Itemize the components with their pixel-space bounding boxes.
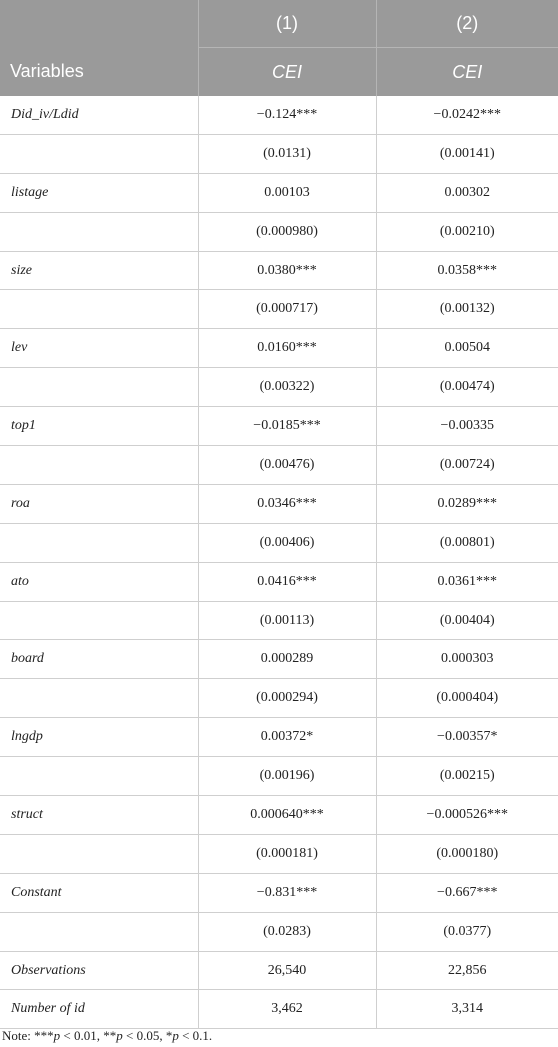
column-1-value-cell: (0.000181)	[198, 834, 376, 873]
column-1-value-cell: (0.00322)	[198, 368, 376, 407]
table-row	[0, 873, 558, 912]
table-row	[0, 407, 558, 446]
variable-name-cell: lngdp	[0, 718, 198, 757]
column-1-value-cell: 0.0346***	[198, 484, 376, 523]
table-row	[0, 912, 558, 951]
note-prefix: Note:	[2, 1028, 35, 1043]
note-stars-2: **	[103, 1028, 117, 1043]
column-1-dependent-variable: CEI	[198, 48, 376, 97]
column-2-value-cell: (0.00801)	[376, 523, 558, 562]
column-1-value-cell: (0.000717)	[198, 290, 376, 329]
header-row-column-numbers	[0, 0, 558, 48]
column-2-value-cell: −0.0242***	[376, 96, 558, 134]
column-1-value-cell: (0.0131)	[198, 134, 376, 173]
table-row	[0, 290, 558, 329]
table-row	[0, 523, 558, 562]
variable-name-cell: listage	[0, 173, 198, 212]
column-2-value-cell: −0.00357*	[376, 718, 558, 757]
note-p-1: p	[53, 1028, 61, 1043]
column-2-number: (2)	[376, 0, 558, 48]
table-row	[0, 368, 558, 407]
column-2-value-cell: −0.667***	[376, 873, 558, 912]
table-body	[0, 96, 558, 1029]
column-1-value-cell: 0.000289	[198, 640, 376, 679]
note-p-2: p	[116, 1028, 123, 1043]
column-1-value-cell: 3,462	[198, 990, 376, 1029]
column-1-value-cell: (0.000294)	[198, 679, 376, 718]
column-2-value-cell: 0.00302	[376, 173, 558, 212]
table-note	[2, 1028, 212, 1044]
table-row	[0, 951, 558, 990]
note-p-3: p	[172, 1028, 179, 1043]
variable-name-cell: roa	[0, 484, 198, 523]
variable-name-cell	[0, 601, 198, 640]
table-row	[0, 329, 558, 368]
variable-name-cell: Did_iv/Ldid	[0, 96, 198, 134]
column-2-value-cell: (0.00724)	[376, 446, 558, 485]
column-1-value-cell: 26,540	[198, 951, 376, 990]
variable-name-cell: lev	[0, 329, 198, 368]
variable-name-cell	[0, 290, 198, 329]
table-row	[0, 757, 558, 796]
variable-name-cell: Number of id	[0, 990, 198, 1029]
column-1-value-cell: −0.831***	[198, 873, 376, 912]
column-1-value-cell: −0.0185***	[198, 407, 376, 446]
column-2-value-cell: 3,314	[376, 990, 558, 1029]
variable-name-cell	[0, 134, 198, 173]
column-1-value-cell: 0.0160***	[198, 329, 376, 368]
column-1-value-cell: (0.00113)	[198, 601, 376, 640]
header-empty-cell	[0, 0, 198, 48]
column-1-number: (1)	[198, 0, 376, 48]
column-2-value-cell: −0.000526***	[376, 796, 558, 835]
column-2-value-cell: −0.00335	[376, 407, 558, 446]
column-1-value-cell: 0.0380***	[198, 251, 376, 290]
table-row	[0, 601, 558, 640]
variable-name-cell	[0, 446, 198, 485]
variable-name-cell: top1	[0, 407, 198, 446]
variable-name-cell: ato	[0, 562, 198, 601]
variable-name-cell	[0, 834, 198, 873]
variable-name-cell	[0, 757, 198, 796]
table-row	[0, 834, 558, 873]
variable-name-cell: Observations	[0, 951, 198, 990]
column-2-value-cell: (0.00474)	[376, 368, 558, 407]
variable-name-cell: struct	[0, 796, 198, 835]
column-1-value-cell: 0.0416***	[198, 562, 376, 601]
table-row	[0, 251, 558, 290]
variable-name-cell: Constant	[0, 873, 198, 912]
column-2-value-cell: (0.000180)	[376, 834, 558, 873]
column-2-dependent-variable: CEI	[376, 48, 558, 97]
note-stars-3: *	[165, 1028, 173, 1043]
variables-header: Variables	[0, 48, 198, 97]
column-2-value-cell: (0.00132)	[376, 290, 558, 329]
column-2-value-cell: (0.00210)	[376, 212, 558, 251]
column-2-value-cell: (0.000404)	[376, 679, 558, 718]
table-header	[0, 0, 558, 96]
column-1-value-cell: −0.124***	[198, 96, 376, 134]
column-1-value-cell: 0.00372*	[198, 718, 376, 757]
table-row	[0, 796, 558, 835]
variable-name-cell	[0, 912, 198, 951]
column-2-value-cell: (0.00215)	[376, 757, 558, 796]
column-2-value-cell: 0.0358***	[376, 251, 558, 290]
table-row	[0, 990, 558, 1029]
variable-name-cell	[0, 523, 198, 562]
note-stars-1: ***	[34, 1028, 54, 1043]
column-2-value-cell: 0.0289***	[376, 484, 558, 523]
table-row	[0, 640, 558, 679]
column-1-value-cell: (0.00476)	[198, 446, 376, 485]
variable-name-cell	[0, 368, 198, 407]
table-row	[0, 484, 558, 523]
variable-name-cell	[0, 212, 198, 251]
table-row	[0, 562, 558, 601]
column-2-value-cell: (0.0377)	[376, 912, 558, 951]
header-row-variables	[0, 48, 558, 97]
column-1-value-cell: (0.00196)	[198, 757, 376, 796]
table-row	[0, 212, 558, 251]
column-2-value-cell: 22,856	[376, 951, 558, 990]
table-row	[0, 446, 558, 485]
table-row	[0, 134, 558, 173]
column-2-value-cell: 0.00504	[376, 329, 558, 368]
note-threshold-1: < 0.01,	[60, 1028, 104, 1043]
column-1-value-cell: 0.000640***	[198, 796, 376, 835]
column-2-value-cell: 0.000303	[376, 640, 558, 679]
column-1-value-cell: (0.000980)	[198, 212, 376, 251]
table-row	[0, 679, 558, 718]
note-threshold-3: < 0.1.	[178, 1028, 213, 1043]
variable-name-cell: board	[0, 640, 198, 679]
column-2-value-cell: (0.00404)	[376, 601, 558, 640]
column-2-value-cell: (0.00141)	[376, 134, 558, 173]
table-row	[0, 173, 558, 212]
note-threshold-2: < 0.05,	[122, 1028, 166, 1043]
variable-name-cell	[0, 679, 198, 718]
column-2-value-cell: 0.0361***	[376, 562, 558, 601]
variable-name-cell: size	[0, 251, 198, 290]
table-row	[0, 96, 558, 134]
column-1-value-cell: (0.0283)	[198, 912, 376, 951]
column-1-value-cell: 0.00103	[198, 173, 376, 212]
column-1-value-cell: (0.00406)	[198, 523, 376, 562]
table-row	[0, 718, 558, 757]
